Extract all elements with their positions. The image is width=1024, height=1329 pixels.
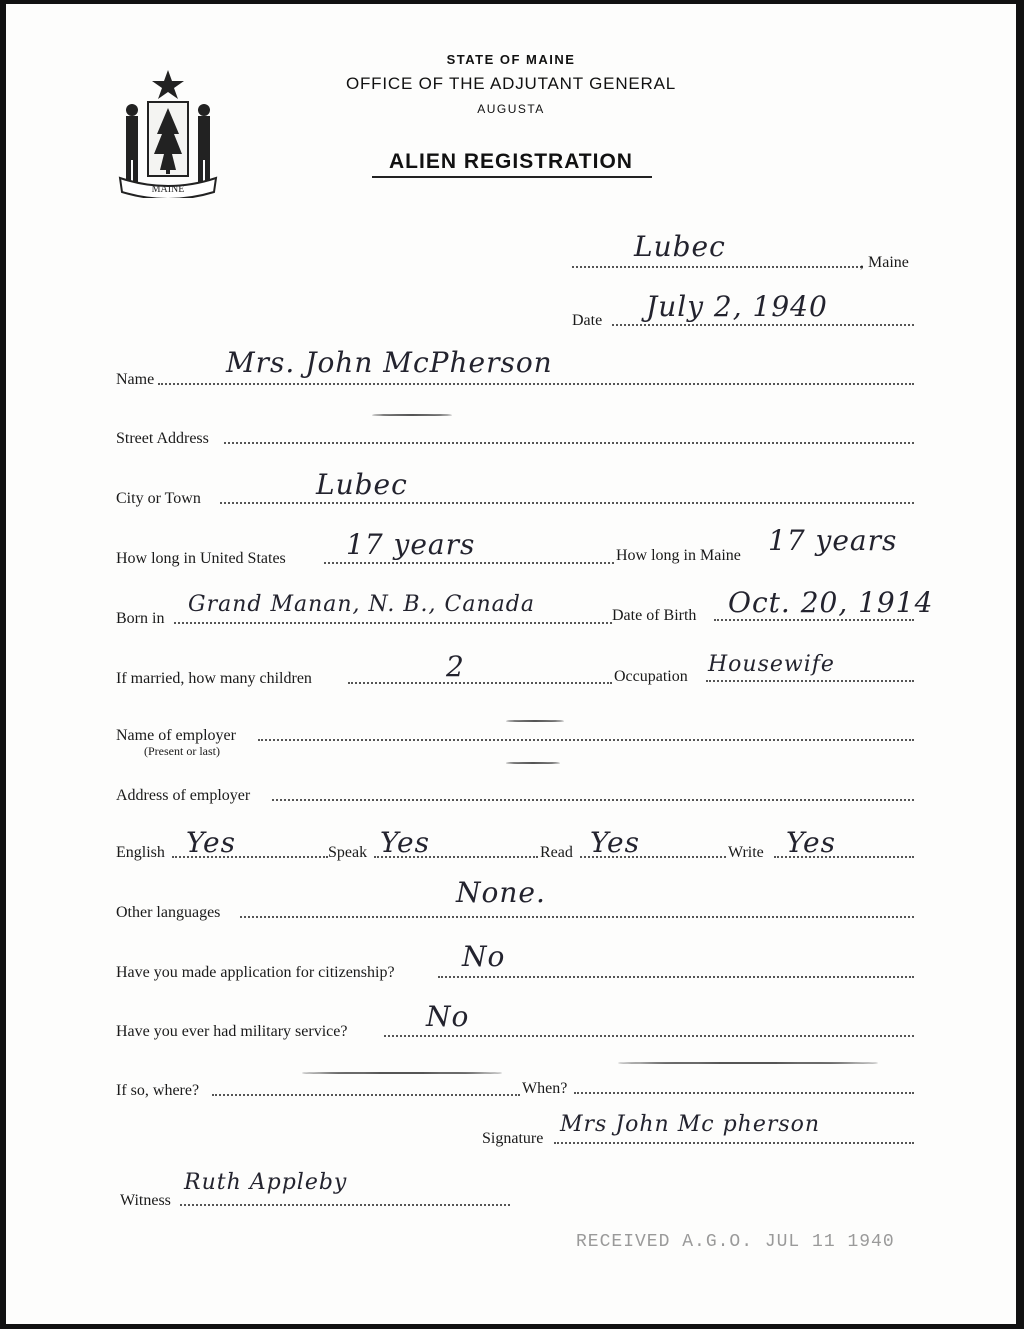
write-label: Write: [728, 844, 764, 861]
citizenship-label: Have you made application for citizenship?: [116, 964, 395, 981]
witness-label: Witness: [120, 1192, 171, 1209]
occupation-line: [706, 680, 914, 682]
speak-value: Yes: [380, 826, 430, 859]
name-line: [158, 383, 914, 385]
children-label: If married, how many children: [116, 670, 312, 687]
employer-address-label: Address of employer: [116, 787, 251, 804]
location-line: [572, 266, 862, 268]
children-line: [348, 682, 612, 684]
date-label: Date: [572, 312, 603, 329]
header-city: AUGUSTA: [477, 102, 545, 116]
date-line: [612, 324, 914, 326]
born-in-line: [174, 622, 612, 624]
other-languages-value: None.: [456, 876, 546, 909]
employer-name-label: Name of employer: [116, 727, 236, 744]
header-state: STATE OF MAINE: [446, 52, 576, 67]
street-address-label: Street Address: [116, 430, 209, 447]
location-suffix: , Maine: [860, 254, 909, 271]
city-value: Lubec: [316, 468, 408, 501]
employer-name-line: [258, 739, 914, 741]
city-line: [220, 502, 914, 504]
when-blank-dash: [618, 1062, 878, 1064]
witness-value: Ruth Appleby: [184, 1170, 348, 1195]
witness-line: [180, 1204, 510, 1206]
other-languages-label: Other languages: [116, 904, 221, 921]
how-long-us-line: [324, 562, 614, 564]
form-title: ALIEN REGISTRATION: [389, 150, 633, 173]
signature-label: Signature: [482, 1130, 544, 1147]
military-value: No: [426, 1000, 470, 1033]
english-label: English: [116, 844, 165, 861]
city-label: City or Town: [116, 490, 201, 507]
military-label: Have you ever had military service?: [116, 1023, 348, 1040]
received-stamp: RECEIVED A.G.O. JUL 11 1940: [576, 1232, 895, 1252]
read-label: Read: [540, 844, 573, 861]
military-line: [384, 1035, 914, 1037]
born-in-label: Born in: [116, 610, 165, 627]
read-value: Yes: [590, 826, 640, 859]
other-languages-line: [240, 916, 914, 918]
citizenship-value: No: [462, 940, 506, 973]
registration-form: [6, 4, 1016, 1324]
date-of-birth-label: Date of Birth: [612, 607, 697, 624]
how-long-us-label: How long in United States: [116, 550, 286, 567]
write-value: Yes: [786, 826, 836, 859]
speak-label: Speak: [328, 844, 368, 861]
signature-value: Mrs John Mc pherson: [560, 1112, 821, 1137]
street-address-line: [224, 442, 914, 444]
employer-address-blank-dash: [506, 762, 560, 764]
if-so-where-blank-dash: [302, 1072, 502, 1074]
when-label: When?: [522, 1080, 568, 1097]
date-of-birth-value: Oct. 20, 1914: [728, 586, 934, 619]
occupation-value: Housewife: [708, 652, 835, 677]
date-of-birth-line: [714, 619, 914, 621]
employer-address-line: [272, 799, 914, 801]
location-value: Lubec: [634, 230, 726, 263]
header-office: OFFICE OF THE ADJUTANT GENERAL: [345, 74, 677, 93]
title-underline: [372, 176, 652, 178]
born-in-value: Grand Manan, N. B., Canada: [188, 592, 535, 617]
signature-line: [554, 1142, 914, 1144]
employer-name-sublabel: (Present or last): [144, 744, 220, 758]
when-line: [574, 1092, 914, 1094]
if-so-where-label: If so, where?: [116, 1082, 200, 1099]
if-so-where-line: [212, 1094, 520, 1096]
employer-name-blank-dash: [506, 720, 564, 722]
occupation-label: Occupation: [614, 668, 688, 685]
english-value: Yes: [186, 826, 236, 859]
how-long-maine-value: 17 years: [768, 524, 898, 557]
children-value: 2: [446, 650, 465, 683]
street-address-blank-dash: [372, 414, 452, 416]
how-long-maine-label: How long in Maine: [616, 547, 741, 564]
seal-text: MAINE: [151, 184, 185, 195]
name-value: Mrs. John McPherson: [226, 346, 553, 379]
how-long-us-value: 17 years: [346, 528, 476, 561]
name-label: Name: [116, 371, 155, 388]
citizenship-line: [438, 976, 914, 978]
date-value: July 2, 1940: [646, 290, 828, 323]
